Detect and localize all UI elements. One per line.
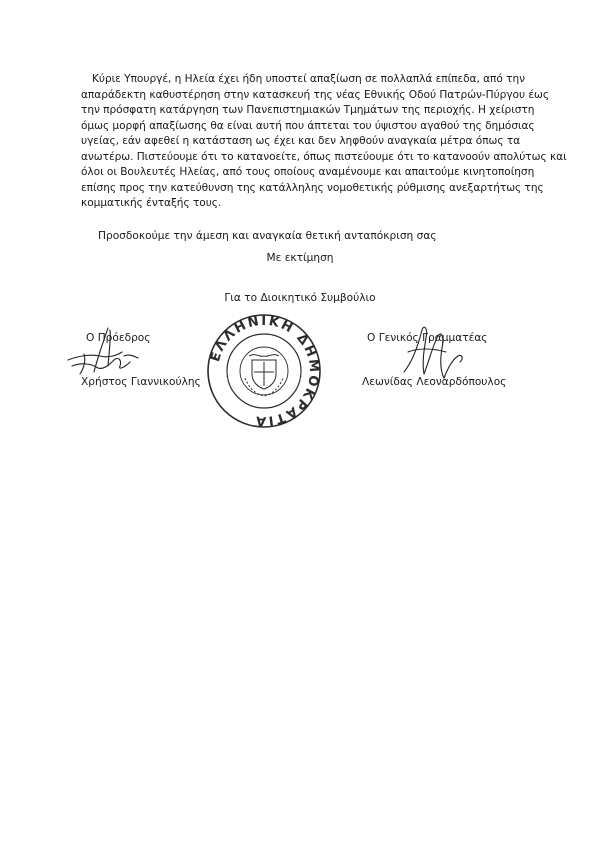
paragraph-line: επίσης προς την κατεύθυνση της κατάλληλης νομοθετικής ρύθμισης ανεξαρτήτως της [81,181,544,194]
president-title: Ο Πρόεδρος [86,332,151,344]
president-signature [64,326,144,376]
regards-line: Με εκτίμηση [266,252,334,264]
board-line: Για το Διοικητικό Συμβούλιο [224,292,376,304]
body-paragraph [81,72,567,212]
secretary-title: Ο Γενικός Γραμματέας [367,332,488,344]
closing-line: Προσδοκούμε την άμεση και αναγκαία θετική ανταπόκριση σας [98,230,437,242]
paragraph-line: κομματικής ένταξής τους. [81,197,222,209]
paragraph-line: ανωτέρω. Πιστεύουμε ότι το κατανοείτε, όπως πιστεύουμε ότι το κατανοούν απολύτως και [81,150,567,163]
paragraph-line: όμως μορφή απαξίωσης θα είναι αυτή που άπτεται του ύψιστου αγαθού της δημόσιας [81,119,535,132]
president-name: Χρήστος Γιαννικούλης [81,376,201,388]
paragraph-line: την πρόσφατη κατάργηση των Πανεπιστημιακών Τμημάτων της περιοχής. Η χείριστη [81,104,535,116]
secretary-name: Λεωνίδας Λεοναρδόπουλος [362,376,507,388]
svg-text:ΕΛΛΗΝΙΚΗ ΔΗΜΟΚΡΑΤΙΑ: ΕΛΛΗΝΙΚΗ ΔΗΜΟΚΡΑΤΙΑ [208,313,322,429]
paragraph-line: όλοι οι Βουλευτές Ηλείας, από τους οποίους αναμένουμε και απαιτούμε κινητοποίηση [81,166,535,178]
secretary-signature [402,322,466,382]
official-seal [205,312,323,430]
paragraph-line: υγείας, εάν αφεθεί η κατάσταση ως έχει και δεν ληφθούν αναγκαία μέτρα όπως τα [81,135,521,147]
paragraph-line: απαράδεκτη καθυστέρηση στην κατασκευή της νέας Εθνικής Οδού Πατρών-Πύργου έως [81,88,550,101]
paragraph-line: Κύριε Υπουργέ, η Ηλεία έχει ήδη υποστεί απαξίωση σε πολλαπλά επίπεδα, από την [92,73,525,85]
